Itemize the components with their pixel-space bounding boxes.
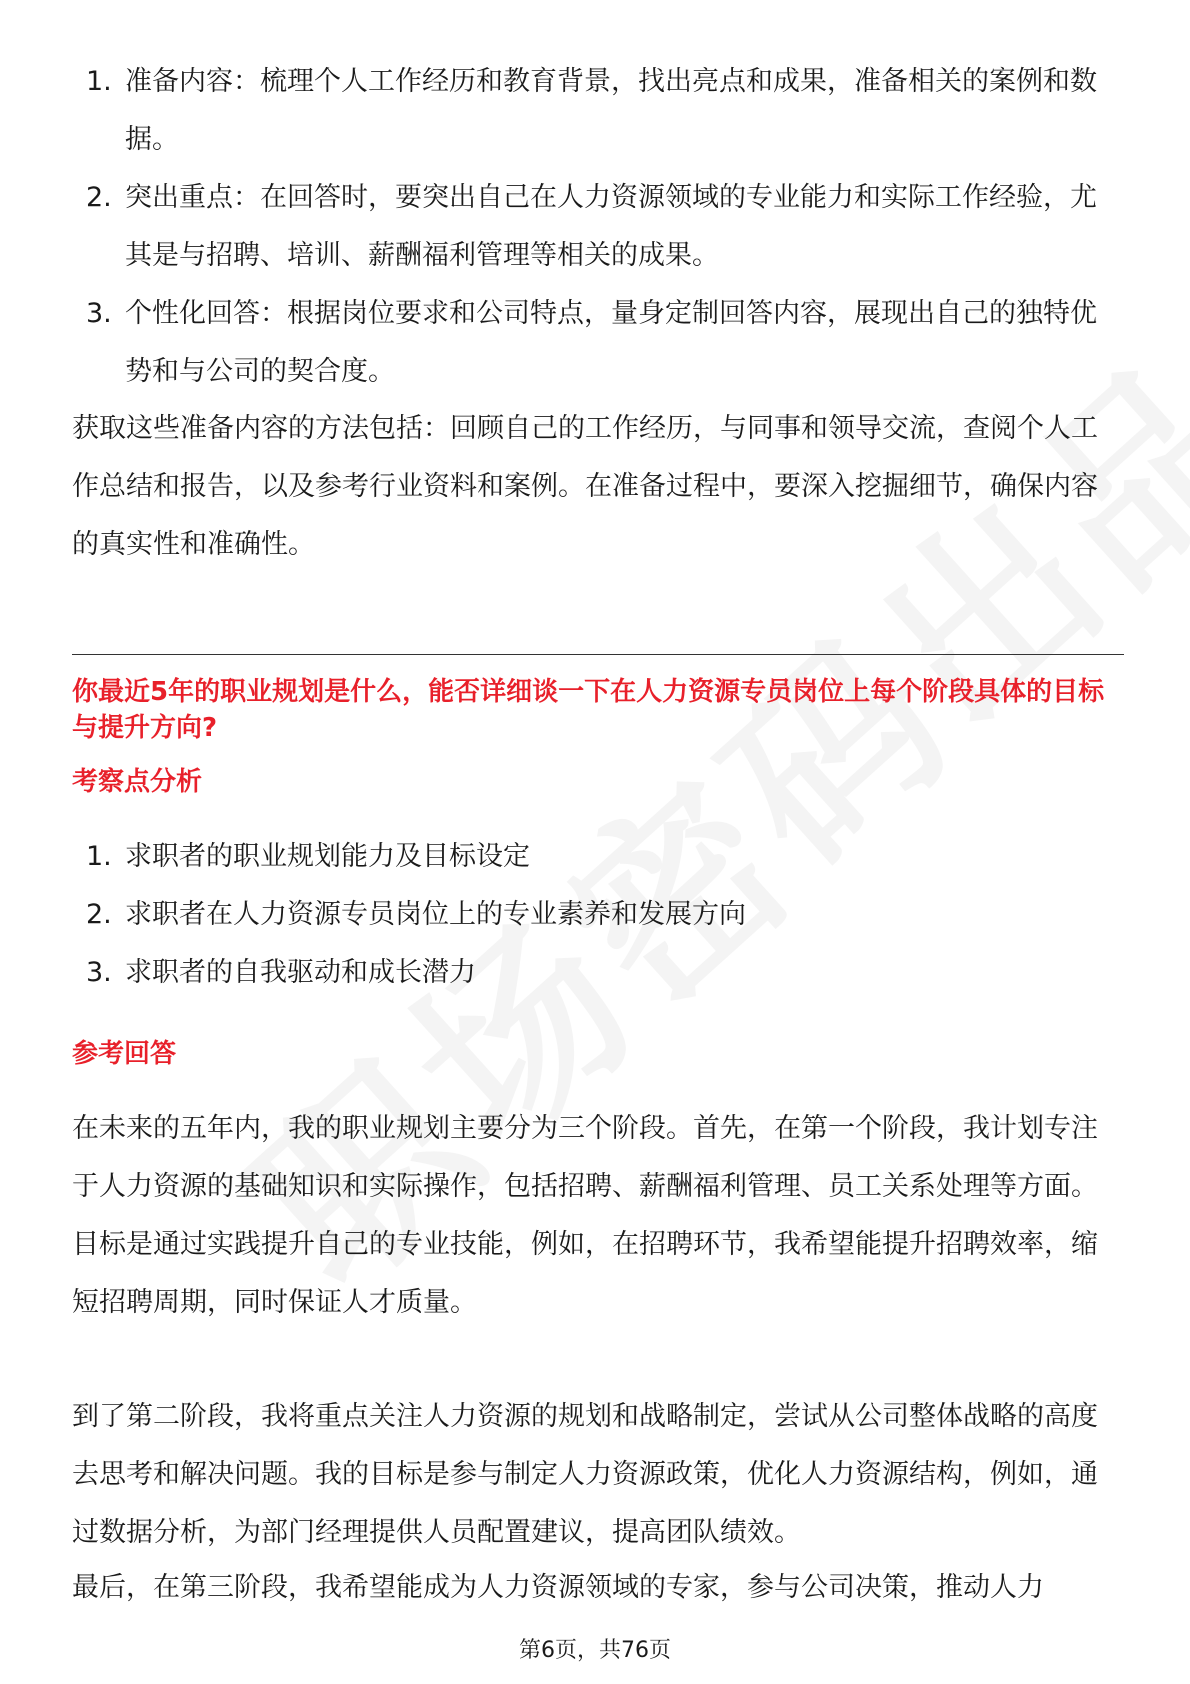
list-number: 3. [86, 957, 112, 988]
list-item [0, 944, 1190, 1002]
answer-paragraph: 到了第二阶段，我将重点关注人力资源的规划和战略制定，尝试从公司整体战略的高度去思考和解决问题。我的目标是参与制定人力资源政策，优化人力资源结构，例如，通过数据分析，为部门经理提供人员配置建议，提高团队绩效。 [72, 1401, 1098, 1548]
analysis-heading: 考察点分析 [72, 767, 203, 797]
list-text: 求职者的自我驱动和成长潜力 [125, 957, 476, 988]
list-number: 2. [86, 182, 112, 213]
answer-paragraph: 在未来的五年内，我的职业规划主要分为三个阶段。首先，在第一个阶段，我计划专注于人力资源的基础知识和实际操作，包括招聘、薪酬福利管理、员工关系处理等方面。目标是通过实践提升自己的专业技能，例如，在招聘环节，我希望能提升招聘效率，缩短招聘周期，同时保证人才质量。 [72, 1113, 1098, 1318]
question-title: 你最近5年的职业规划是什么，能否详细谈一下在人力资源专员岗位上每个阶段具体的目标与提升方向? [72, 677, 1105, 743]
list-item [0, 886, 1190, 944]
prep-list [0, 53, 1190, 401]
analysis-list [0, 828, 1190, 1002]
list-text: 准备内容：梳理个人工作经历和教育背景，找出亮点和成果，准备相关的案例和数据。 [125, 66, 1097, 155]
list-item [0, 53, 1190, 169]
answer-paragraph: 最后，在第三阶段，我希望能成为人力资源领域的专家，参与公司决策，推动人力 [72, 1572, 1044, 1603]
list-number: 3. [86, 298, 112, 329]
section-divider [72, 654, 1124, 655]
method-paragraph: 获取这些准备内容的方法包括：回顾自己的工作经历，与同事和领导交流，查阅个人工作总结和报告，以及参考行业资料和案例。在准备过程中，要深入挖掘细节，确保内容的真实性和准确性。 [72, 413, 1098, 560]
list-item [0, 169, 1190, 285]
list-item [0, 828, 1190, 886]
list-text: 突出重点：在回答时，要突出自己在人力资源领域的专业能力和实际工作经验，尤其是与招聘、培训、薪酬福利管理等相关的成果。 [125, 182, 1097, 271]
answer-heading: 参考回答 [72, 1039, 177, 1069]
list-text: 求职者在人力资源专员岗位上的专业素养和发展方向 [125, 899, 746, 930]
list-text: 求职者的职业规划能力及目标设定 [125, 841, 530, 872]
list-item [0, 285, 1190, 401]
list-number: 1. [86, 841, 112, 872]
list-number: 2. [86, 899, 112, 930]
page-footer: 第6页，共76页 [519, 1638, 671, 1663]
list-text: 个性化回答：根据岗位要求和公司特点，量身定制回答内容，展现出自己的独特优势和与公司的契合度。 [125, 298, 1097, 387]
list-number: 1. [86, 66, 112, 97]
